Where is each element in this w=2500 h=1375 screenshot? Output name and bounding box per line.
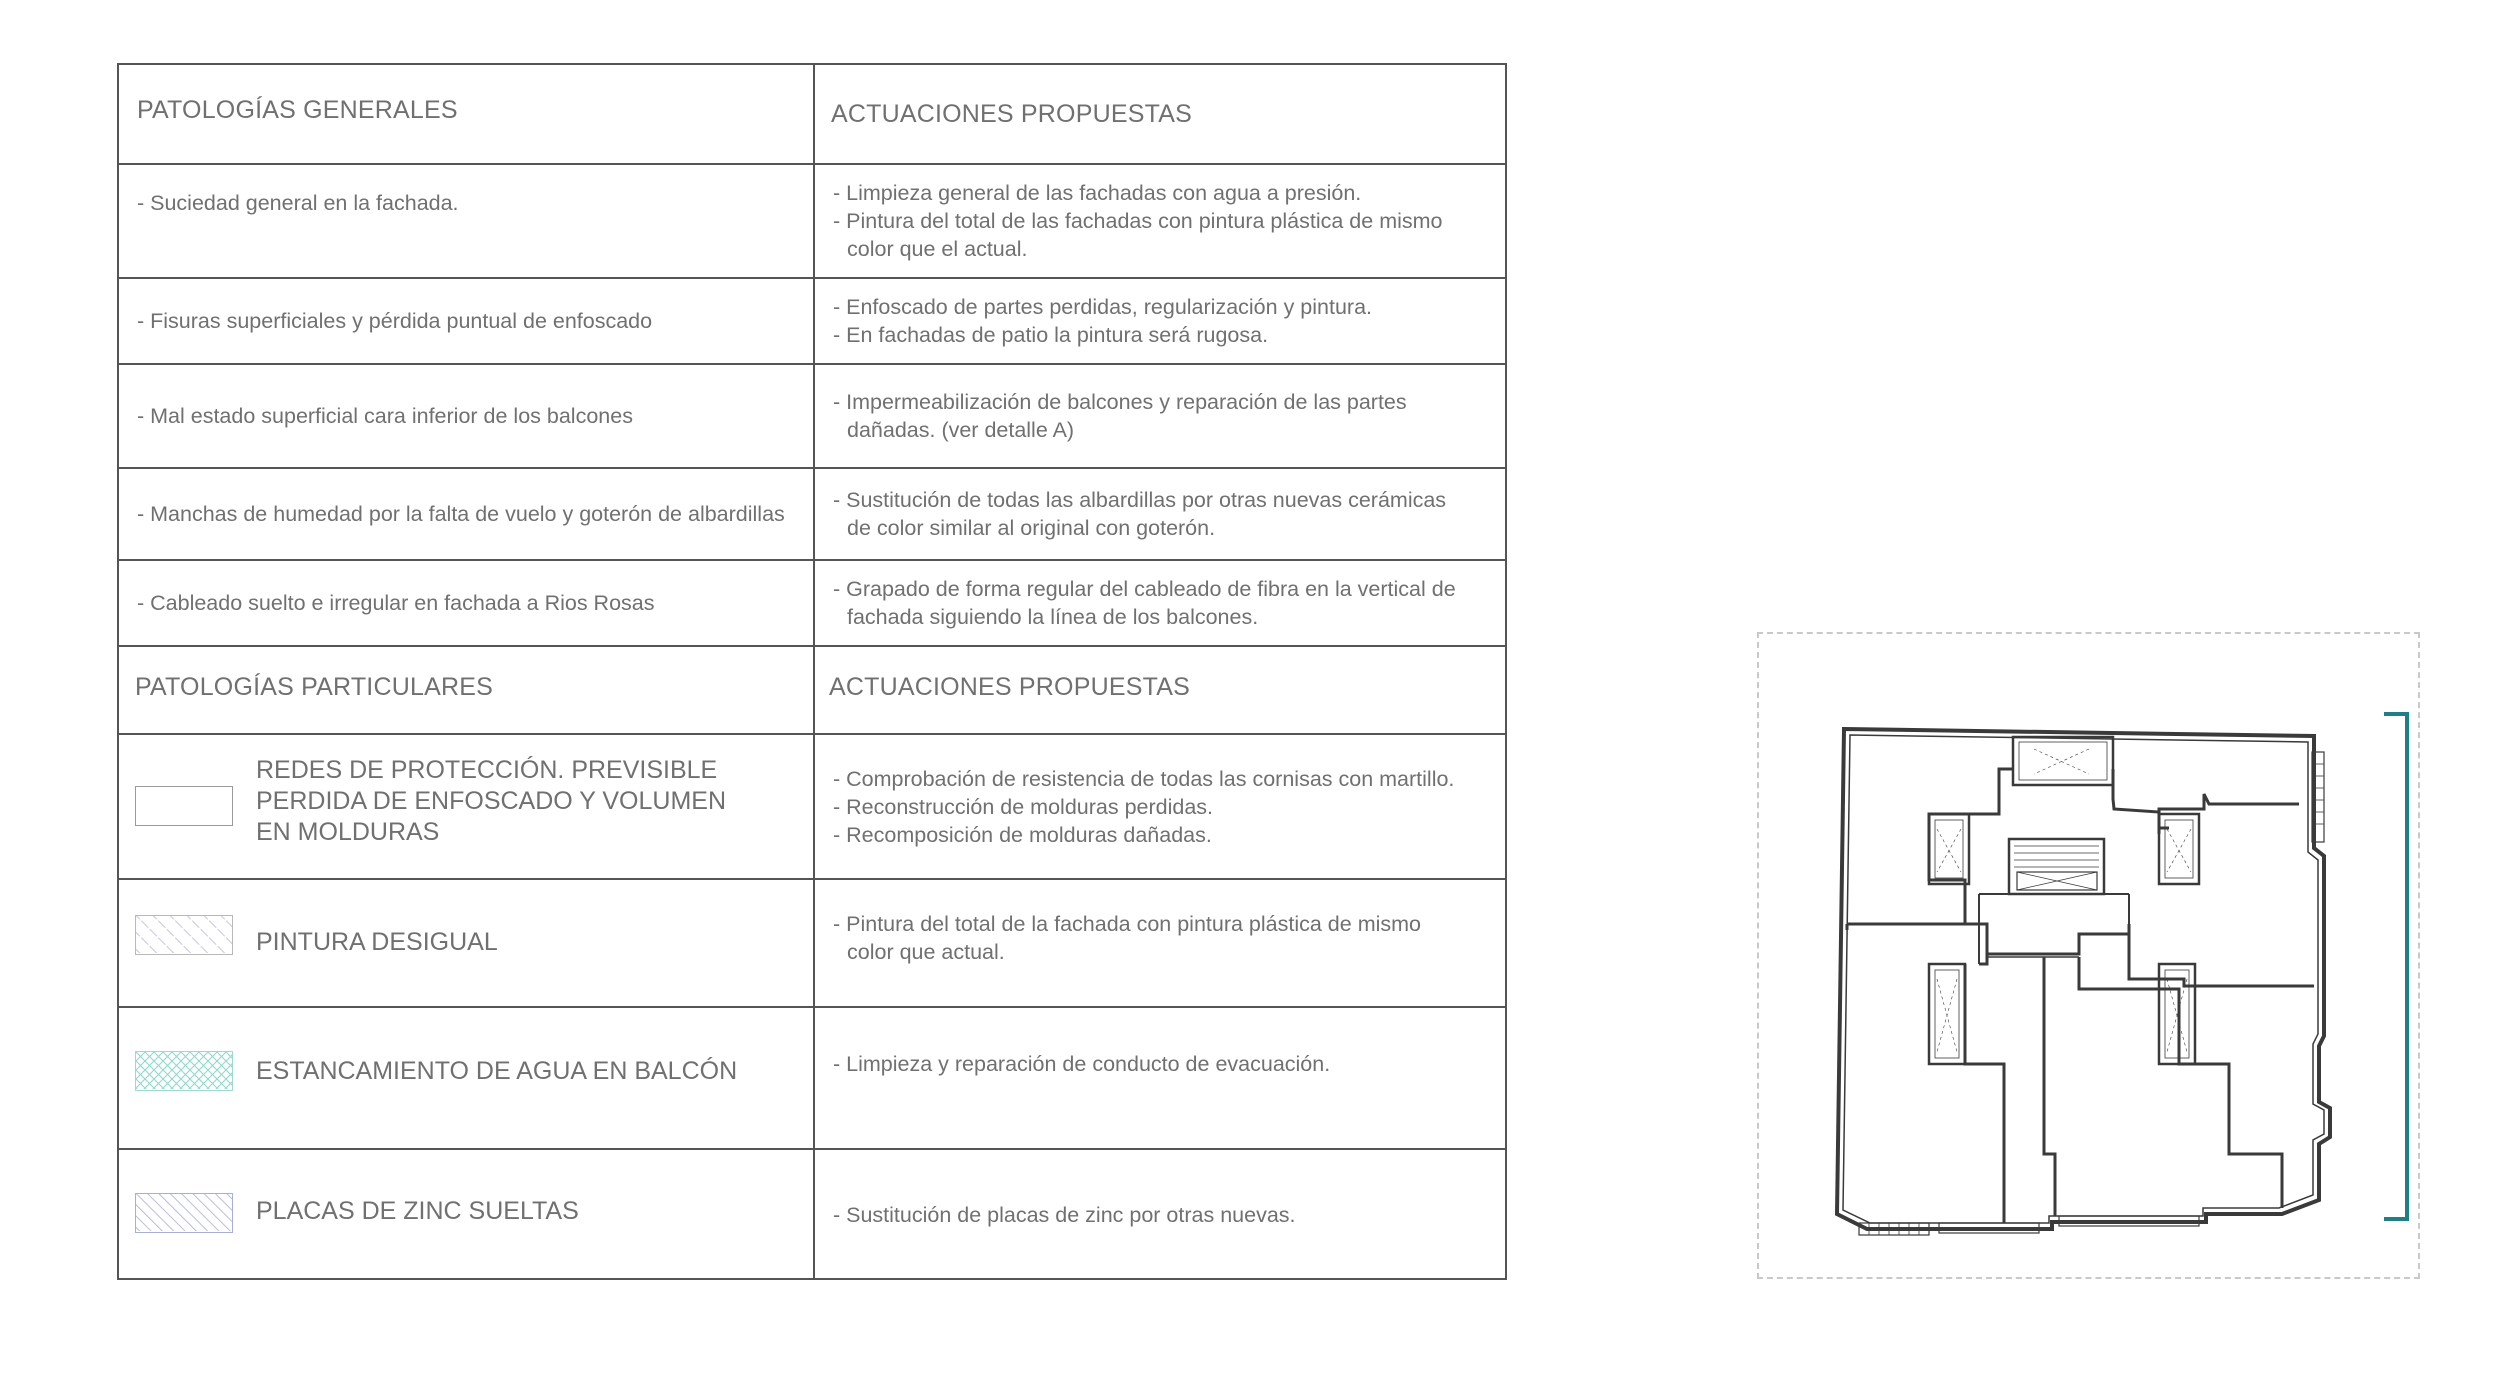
particular-actions-heading: ACTUACIONES PROPUESTAS <box>829 672 1190 701</box>
general-row-2 <box>119 277 1505 363</box>
general-row-3 <box>119 363 1505 467</box>
legend-label-line: PINTURA DESIGUAL <box>256 928 498 956</box>
general-pathologies-heading: PATOLOGÍAS GENERALES <box>137 95 458 124</box>
action-line: - Grapado de forma regular del cableado de fibra en la vertical de <box>833 577 1456 601</box>
action-line: - Pintura del total de la fachada con pintura plástica de mismo <box>833 912 1421 936</box>
legend-swatch-hatch-light <box>135 915 233 955</box>
action-line: - En fachadas de patio la pintura será rugosa. <box>833 323 1269 347</box>
general-header-row <box>119 65 1505 163</box>
pathology-table <box>117 63 1507 1280</box>
action-line: - Reconstrucción de molduras perdidas. <box>833 794 1214 819</box>
legend-label-line: EN MOLDURAS <box>256 818 440 846</box>
legend-swatch-plain <box>135 786 233 826</box>
action-line: - Recomposición de molduras dañadas. <box>833 822 1212 847</box>
legend-swatch-hatch-dense <box>135 1193 233 1233</box>
legend-label-line: PLACAS DE ZINC SUELTAS <box>256 1197 579 1225</box>
pathology-text: - Manchas de humedad por la falta de vuelo y goterón de albardillas <box>137 502 785 526</box>
pathology-text: - Fisuras superficiales y pérdida puntual de enfoscado <box>137 309 653 333</box>
general-row-4 <box>119 467 1505 559</box>
particular-row-4 <box>119 1148 1505 1280</box>
particular-row-1 <box>119 733 1505 878</box>
legend-label-line: ESTANCAMIENTO DE AGUA EN BALCÓN <box>256 1057 738 1085</box>
general-row-1 <box>119 163 1505 277</box>
particular-row-2 <box>119 878 1505 1006</box>
action-line: - Impermeabilización de balcones y reparación de las partes <box>833 390 1407 414</box>
particular-pathologies-heading: PATOLOGÍAS PARTICULARES <box>135 672 493 701</box>
legend-label <box>256 1056 737 1087</box>
action-line: color que el actual. <box>847 237 1028 261</box>
floor-plan-icon <box>1759 634 2418 1277</box>
action-line: color que actual. <box>847 940 1005 964</box>
legend-swatch-crosshatch-teal <box>135 1051 233 1091</box>
action-line: - Sustitución de placas de zinc por otras nuevas. <box>833 1203 1296 1227</box>
action-line: - Comprobación de resistencia de todas las cornisas con martillo. <box>833 766 1455 791</box>
particular-header-row <box>119 645 1505 733</box>
action-line: fachada siguiendo la línea de los balcones. <box>847 605 1259 629</box>
pathology-text: - Mal estado superficial cara inferior de los balcones <box>137 404 633 428</box>
action-line: - Limpieza y reparación de conducto de evacuación. <box>833 1052 1331 1076</box>
action-line: - Sustitución de todas las albardillas por otras nuevas cerámicas <box>833 488 1447 512</box>
legend-label <box>256 1196 579 1227</box>
legend-label-line: REDES DE PROTECCIÓN. PREVISIBLE <box>256 756 718 784</box>
facade-bracket-icon <box>2384 714 2407 1219</box>
pathology-text: - Suciedad general en la fachada. <box>137 191 459 215</box>
legend-label <box>256 927 498 958</box>
action-line: de color similar al original con goterón. <box>847 516 1216 540</box>
general-actions-heading: ACTUACIONES PROPUESTAS <box>831 99 1192 128</box>
legend-label-line: PERDIDA DE ENFOSCADO Y VOLUMEN <box>256 787 727 815</box>
pathology-text: - Cableado suelto e irregular en fachada a Rios Rosas <box>137 591 655 615</box>
legend-label <box>256 755 726 848</box>
floor-plan-frame <box>1757 632 2420 1279</box>
action-line: - Enfoscado de partes perdidas, regularización y pintura. <box>833 295 1373 319</box>
general-row-5 <box>119 559 1505 645</box>
particular-row-3 <box>119 1006 1505 1148</box>
action-line: - Pintura del total de las fachadas con pintura plástica de mismo <box>833 209 1443 233</box>
action-line: dañadas. (ver detalle A) <box>847 418 1075 442</box>
action-line: - Limpieza general de las fachadas con agua a presión. <box>833 181 1362 205</box>
